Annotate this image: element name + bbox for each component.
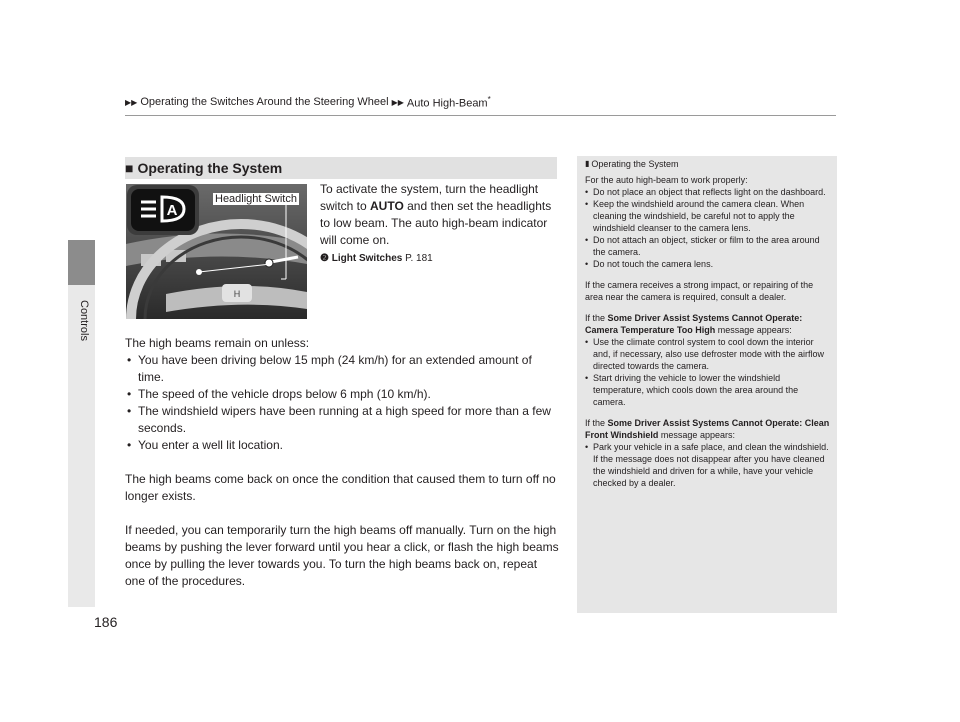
- paragraph-manual: If needed, you can temporarily turn the high beams off manually. Turn on the high beams by pushing the lever forward until you hear a click, or flash the high beams once by pulling the lever towards you. To turn the high beams back on, repeat one of the procedures.: [125, 523, 559, 588]
- side-label: Controls: [78, 300, 90, 341]
- notes-intro: For the auto high-beam to work properly:: [585, 175, 748, 185]
- notes-message-1: If the Some Driver Assist Systems Cannot Operate: Camera Temperature Too High message appears:: [585, 313, 803, 335]
- xref-label[interactable]: Light Switches: [331, 253, 403, 264]
- svg-text:H: H: [233, 289, 241, 299]
- notes-message-2: If the Some Driver Assist Systems Cannot Operate: Clean Front Windshield message appears:: [585, 418, 830, 440]
- notes-impact: If the camera receives a strong impact, or repairing of the area near the camera is required, consult a dealer.: [585, 280, 814, 302]
- breadcrumb-item-1[interactable]: Operating the Switches Around the Steering Wheel: [140, 96, 389, 109]
- list-item: • Start driving the vehicle to lower the windshield temperature, which cools down the area around the camera.: [585, 372, 830, 408]
- notes-title: [585, 158, 830, 170]
- list-item: • Keep the windshield around the camera clean. When cleaning the windshield, be careful not to apply the windshield cleanser to the camera lens.: [585, 198, 830, 234]
- section-header: [125, 157, 557, 179]
- remain-intro: The high beams remain on unless:: [125, 336, 310, 350]
- main-body: [125, 335, 560, 590]
- notes-list: [585, 186, 830, 270]
- list-item: • Park your vehicle in a safe place, and clean the windshield. If the message does not disappear after you have cleaned the windshield and driven for a while, have your vehicle checked by a dealer.: [585, 441, 830, 489]
- breadcrumb-arrow-icon: ▶▶: [391, 97, 404, 107]
- auto-keyword: AUTO: [370, 199, 404, 213]
- page-number: 186: [94, 614, 118, 630]
- breadcrumb-arrow-icon: ▶▶: [125, 97, 138, 107]
- asterisk: *: [487, 95, 491, 104]
- note-number-icon: ▮: [585, 159, 590, 168]
- xref-page: P. 181: [405, 253, 433, 264]
- list-item: • You have been driving below 15 mph (24 km/h) for an extended amount of time.: [125, 352, 560, 386]
- intro-text-2: and then set the headlights to low beam. The auto high-beam indicator will come on.: [320, 199, 552, 247]
- cross-reference-link[interactable]: [320, 250, 560, 267]
- notes-title-text: Operating the System: [591, 159, 679, 169]
- paragraph-back-on: The high beams come back on once the condition that caused them to turn off no longer exists.: [125, 472, 556, 503]
- list-item: • You enter a well lit location.: [125, 437, 560, 454]
- reference-arrow-icon: ❷: [320, 253, 329, 264]
- figure-label-headlight-switch: Headlight Switch: [215, 193, 297, 205]
- list-item: • Do not place an object that reflects light on the dashboard.: [585, 186, 830, 198]
- breadcrumb-item-2[interactable]: Auto High-Beam*: [406, 95, 491, 110]
- notes-panel: [577, 156, 837, 613]
- notes-message-1-list: [585, 336, 830, 408]
- intro-text-1: To activate the system, turn the headlight switch to: [320, 182, 539, 213]
- list-item: • Use the climate control system to cool down the interior and, if necessary, also use defroster mode with the airflow directed towards the camera.: [585, 336, 830, 372]
- breadcrumb: [125, 95, 491, 110]
- section-title: Operating the System: [137, 160, 283, 176]
- list-item: • The windshield wipers have been running at a high speed for more than a few seconds.: [125, 403, 560, 437]
- section-square-icon: ■: [125, 160, 134, 176]
- intro-paragraph: [320, 181, 560, 267]
- notes-message-2-list: [585, 441, 830, 489]
- header-rule: [125, 115, 836, 116]
- svg-text:A: A: [166, 202, 178, 219]
- condition-list: [125, 352, 560, 454]
- list-item: • Do not touch the camera lens.: [585, 258, 830, 270]
- list-item: • The speed of the vehicle drops below 6 mph (10 km/h).: [125, 386, 560, 403]
- list-item: • Do not attach an object, sticker or film to the area around the camera.: [585, 234, 830, 258]
- side-tab: [68, 240, 95, 285]
